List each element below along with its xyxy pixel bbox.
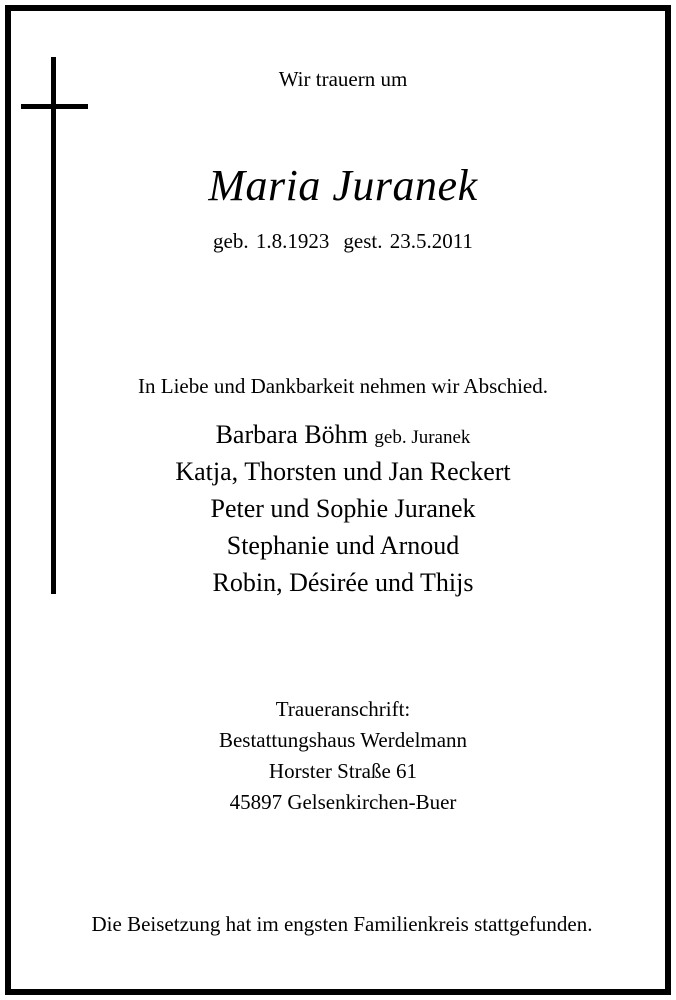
mourner-name: Katja, Thorsten und Jan Reckert [175,457,511,486]
mourners-list [5,416,676,601]
burial-note: Die Beisetzung hat im engsten Familienkreis stattgefunden. [91,912,593,936]
cross-icon-horizontal-bar [21,104,88,109]
mourner-name: Stephanie und Arnoud [226,531,460,560]
mourner-name: Robin, Désirée und Thijs [212,568,474,597]
deceased-name: Maria Juranek [208,161,478,210]
address-line: Bestattungshaus Werdelmann [218,728,468,752]
mourner-name: Barbara Böhm [215,420,368,449]
address-heading: Traueranschrift: [275,697,411,721]
mourner-line [5,453,676,490]
death-date: gest. 23.5.2011 [343,229,473,253]
intro-text: Wir trauern um [278,67,408,91]
mourner-name: Peter und Sophie Juranek [210,494,476,523]
mourner-line [5,416,676,453]
mourner-line [5,490,676,527]
farewell-text: In Liebe und Dankbarkeit nehmen wir Abschied. [138,374,548,398]
birth-date: geb. 1.8.1923 [213,229,330,253]
mourner-note: geb. Juranek [374,427,471,448]
mourning-address [5,694,676,818]
address-line: Horster Straße 61 [268,759,418,783]
life-dates [5,231,676,252]
mourner-line [5,564,676,601]
mourner-line [5,527,676,564]
address-line: 45897 Gelsenkirchen-Buer [229,790,457,814]
